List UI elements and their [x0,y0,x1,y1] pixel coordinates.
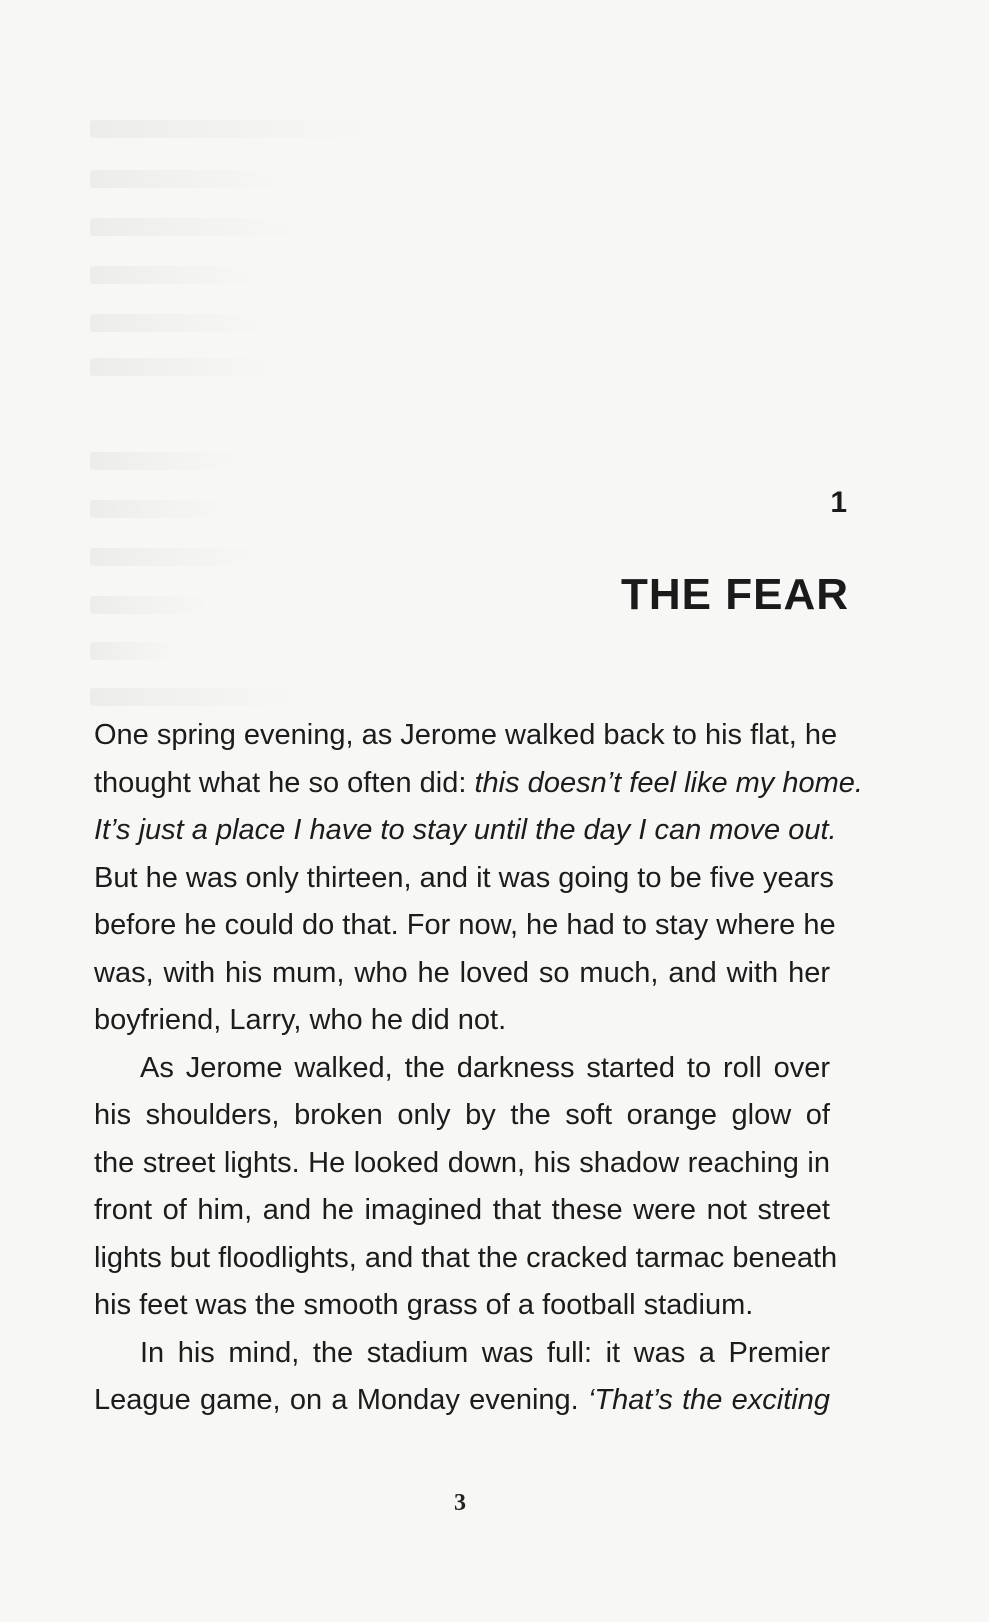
chapter-number: 1 [830,486,847,519]
text-line: the street lights. He looked down, his shadow reaching in [94,1146,830,1179]
bleed-through-mark [90,596,210,614]
bleed-through-mark [90,266,260,284]
chapter-body [94,712,863,1425]
bleed-through-mark [90,642,180,660]
text-line [94,1377,830,1425]
italic-text-run: ‘That’s the exciting [587,1384,830,1416]
text-line: In his mind, the stadium was full: it was a Premier [140,1336,830,1369]
page-number: 3 [454,1490,466,1516]
text-line: his shoulders, broken only by the soft orange glow of [94,1099,830,1131]
bleed-through-mark [90,120,380,138]
text-line [94,760,863,808]
text-line: before he could do that. For now, he had to stay where he [94,909,836,941]
text-line: But he was only thirteen, and it was going to be five years [94,861,834,894]
text-line: One spring evening, as Jerome walked back to his flat, he [94,719,838,751]
bleed-through-mark [90,358,280,376]
bleed-through-mark [90,500,230,518]
text-run: thought what he so often did: [94,766,475,799]
bleed-through-mark [90,548,260,566]
text-line: was, with his mum, who he loved so much, and with her [94,956,830,989]
italic-text-run: It’s just a place I have to stay until the day I can move out. [94,814,837,846]
text-line: lights but floodlights, and that the cracked tarmac beneath [94,1241,838,1274]
italic-text-run: this doesn’t feel like my home. [474,766,863,799]
bleed-through-mark [90,688,300,706]
bleed-through-mark [90,170,290,188]
text-run: League game, on a Monday evening. [94,1384,588,1416]
bleed-through-mark [90,218,300,236]
text-line: boyfriend, Larry, who he did not. [94,1004,507,1036]
text-line [94,807,837,855]
text-line: As Jerome walked, the darkness started to roll over [140,1051,830,1084]
bleed-through-mark [90,452,240,470]
text-line: his feet was the smooth grass of a football stadium. [94,1289,754,1321]
text-line: front of him, and he imagined that these were not street [94,1194,830,1226]
bleed-through-mark [90,314,270,332]
chapter-title: THE FEAR [621,570,849,619]
